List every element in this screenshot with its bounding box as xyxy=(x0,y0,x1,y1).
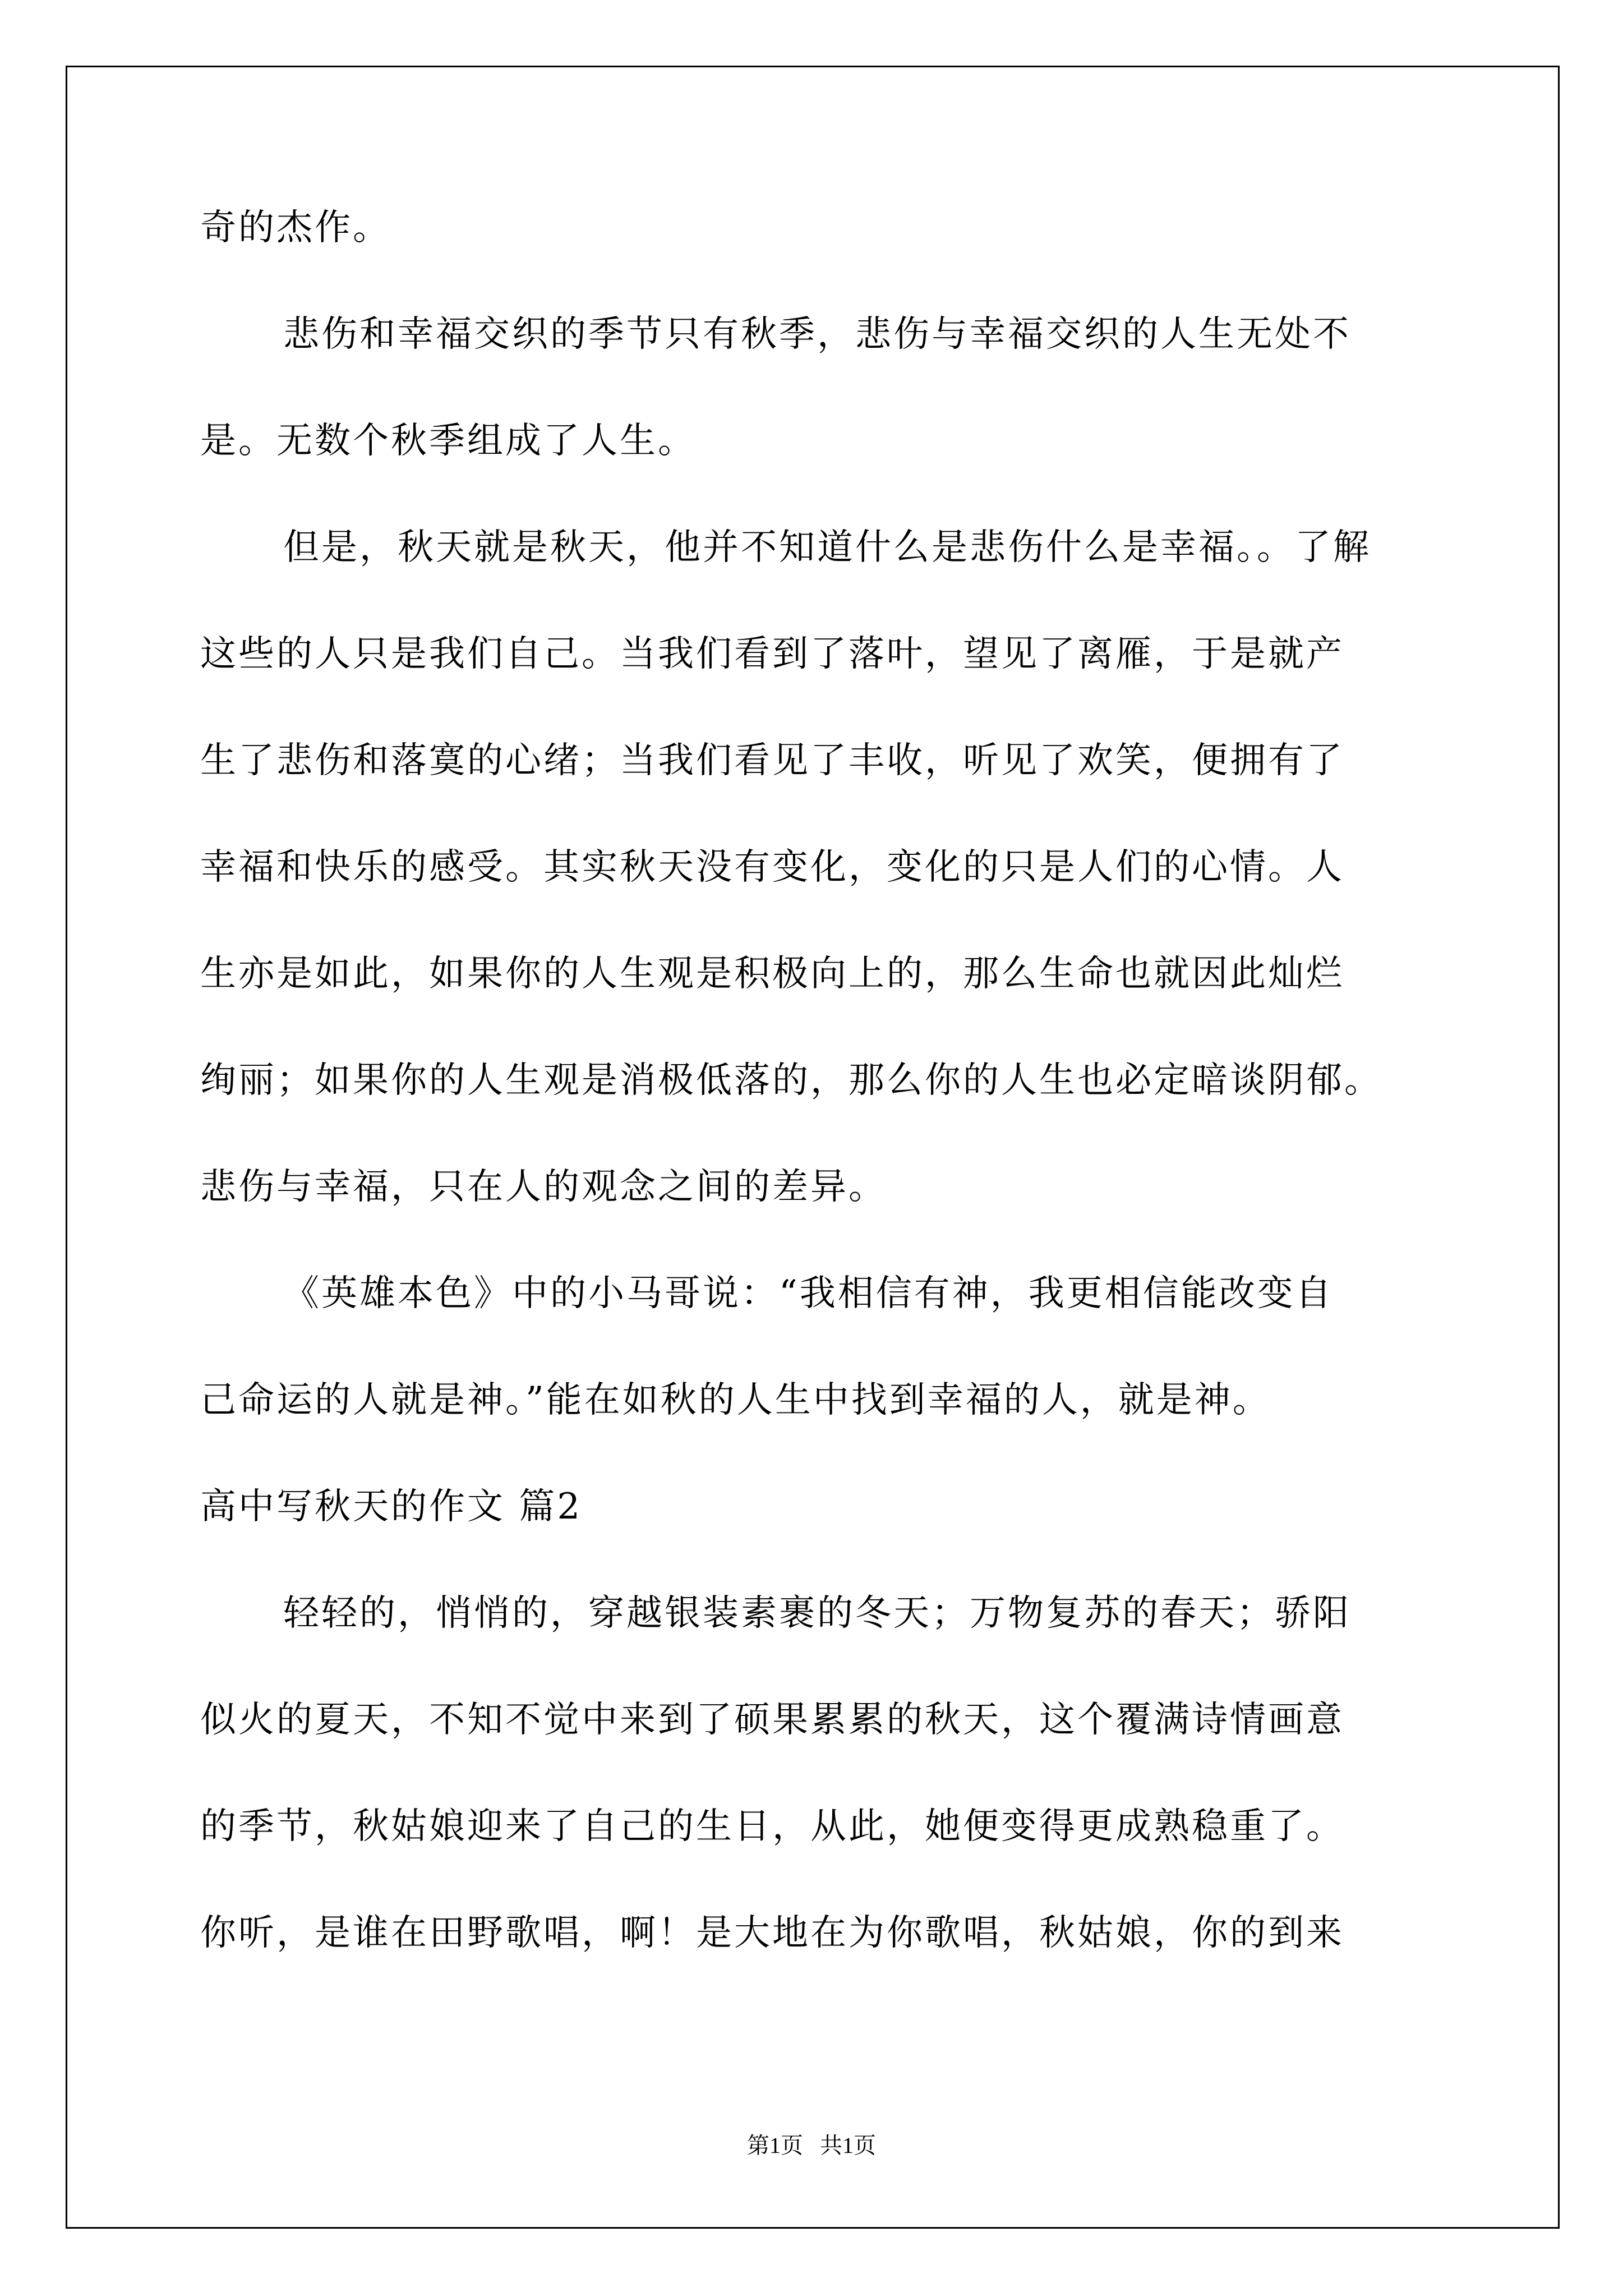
text-line: 幸福和快乐的感受。其实秋天没有变化，变化的只是人们的心情。人 xyxy=(200,846,1344,888)
text-line: 悲伤与幸福，只在人的观念之间的差异。 xyxy=(200,1166,887,1208)
page-border xyxy=(66,66,1560,2229)
text-line: 这些的人只是我们自己。当我们看到了落叶，望见了离雁，于是就产 xyxy=(200,633,1344,675)
text-line: 奇的杰作。 xyxy=(200,207,391,249)
text-line: 己命运的人就是神。”能在如秋的人生中找到幸福的人，就是神。 xyxy=(200,1379,1271,1421)
page-number-footer: 第1页 共1页 xyxy=(747,2133,876,2158)
paragraph-start-line: 《英雄本色》中的小马哥说：“我相信有神，我更相信能改变自 xyxy=(283,1273,1334,1314)
text-line: 生了悲伤和落寞的心绪；当我们看见了丰收，听见了欢笑，便拥有了 xyxy=(200,740,1344,781)
text-line: 绚丽；如果你的人生观是消极低落的，那么你的人生也必定暗谈阴郁。 xyxy=(200,1060,1382,1101)
text-line: 是。无数个秋季组成了人生。 xyxy=(200,420,696,462)
section-heading: 高中写秋天的作文 篇2 xyxy=(200,1486,583,1527)
text-line: 生亦是如此，如果你的人生观是积极向上的，那么生命也就因此灿烂 xyxy=(200,953,1344,995)
text-line: 似火的夏天，不知不觉中来到了硕果累累的秋天，这个覆满诗情画意 xyxy=(200,1699,1344,1741)
paragraph-start-line: 但是，秋天就是秋天，他并不知道什么是悲伤什么是幸福。。了解 xyxy=(283,527,1371,568)
paragraph-start-line: 轻轻的，悄悄的，穿越银装素裹的冬天；万物复苏的春天；骄阳 xyxy=(283,1593,1351,1634)
text-line: 的季节，秋姑娘迎来了自己的生日，从此，她便变得更成熟稳重了。 xyxy=(200,1806,1344,1847)
text-line: 你听，是谁在田野歌唱，啊！是大地在为你歌唱，秋姑娘，你的到来 xyxy=(200,1912,1344,1954)
paragraph-start-line: 悲伤和幸福交织的季节只有秋季，悲伤与幸福交织的人生无处不 xyxy=(283,314,1351,355)
